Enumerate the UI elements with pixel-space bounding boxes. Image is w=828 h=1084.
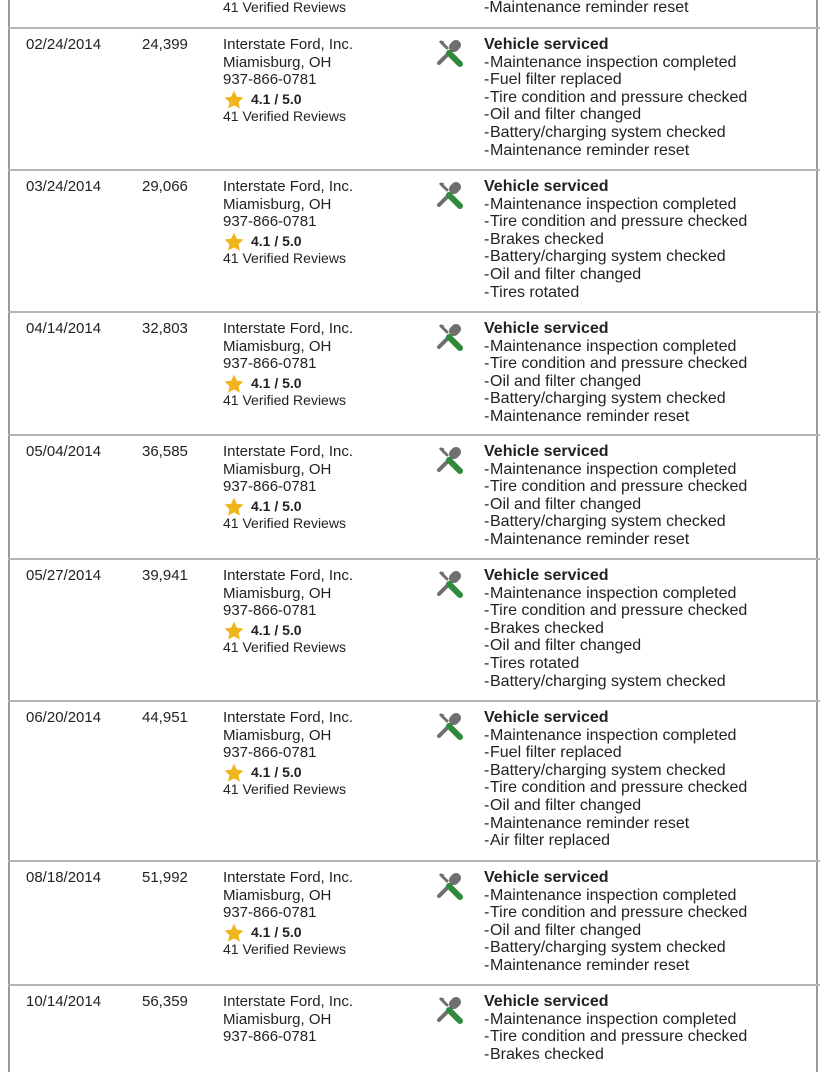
service-item: - Maintenance inspection completed <box>484 726 737 744</box>
mileage: 56,359 <box>142 993 188 1010</box>
dealer-name[interactable]: Interstate Ford, Inc. <box>223 993 354 1010</box>
service-date: 04/14/2014 <box>26 320 102 337</box>
service-item: - Oil and filter changed <box>484 265 642 283</box>
dealer-phone[interactable]: 937-866-0781 <box>223 478 317 496</box>
dealer-phone[interactable]: 937-866-0781 <box>223 904 317 922</box>
service-record-row <box>0 860 828 984</box>
service-item: - Oil and filter changed <box>484 495 642 513</box>
dealer-info <box>223 443 353 533</box>
dealer-phone[interactable]: 937-866-0781 <box>223 213 317 231</box>
service-date: 10/14/2014 <box>26 993 102 1010</box>
verified-reviews-link[interactable]: 41 Verified Reviews <box>223 781 346 798</box>
star-icon <box>223 620 245 642</box>
service-item: - Brakes checked <box>484 619 604 637</box>
service-item: - Tires rotated <box>484 654 580 672</box>
service-item: - Oil and filter changed <box>484 372 642 390</box>
service-item: - Air filter replaced <box>484 832 611 850</box>
mileage: 36,585 <box>142 443 188 460</box>
service-details <box>484 178 747 301</box>
service-item: - Battery/charging system checked <box>484 390 726 408</box>
mileage: 29,066 <box>142 178 188 195</box>
wrench-screwdriver-icon <box>436 446 466 474</box>
mileage: 39,941 <box>142 567 188 584</box>
rating-value: 4.1 / 5.0 <box>251 763 302 780</box>
service-heading: Vehicle serviced <box>484 869 609 886</box>
service-item: - Maintenance inspection completed <box>484 53 737 71</box>
service-item: - Battery/charging system checked <box>484 513 726 531</box>
service-item: - Maintenance inspection completed <box>484 337 737 355</box>
service-heading: Vehicle serviced <box>484 567 609 584</box>
service-item: - Fuel filter replaced <box>484 71 622 89</box>
row-divider <box>8 169 820 171</box>
dealer-info <box>223 567 353 657</box>
service-item: - Oil and filter changed <box>484 637 642 655</box>
service-date: 08/18/2014 <box>26 869 102 886</box>
rating-value: 4.1 / 5.0 <box>251 374 302 391</box>
star-icon <box>223 762 245 784</box>
row-divider <box>8 860 820 862</box>
service-heading: Vehicle serviced <box>484 709 609 726</box>
wrench-screwdriver-icon <box>436 323 466 351</box>
service-record-row <box>0 700 828 860</box>
dealer-info <box>223 993 353 1046</box>
service-item: - Tire condition and pressure checked <box>484 904 748 922</box>
wrench-screwdriver-icon <box>436 39 466 67</box>
service-item: - Fuel filter replaced <box>484 744 622 762</box>
dealer-info <box>223 869 353 959</box>
service-date: 02/24/2014 <box>26 36 102 53</box>
service-item: - Maintenance inspection completed <box>484 195 737 213</box>
service-heading: Vehicle serviced <box>484 443 609 460</box>
dealer-city: Miamisburg, OH <box>223 726 332 744</box>
verified-reviews-link[interactable]: 41 Verified Reviews <box>223 392 346 409</box>
service-record-row <box>0 311 828 434</box>
service-item: - Battery/charging system checked <box>484 761 726 779</box>
service-details <box>484 869 747 975</box>
service-item: - Maintenance inspection completed <box>484 460 737 478</box>
wrench-screwdriver-icon <box>436 181 466 209</box>
service-item: - Oil and filter changed <box>484 796 642 814</box>
dealer-city: Miamisburg, OH <box>223 584 332 602</box>
service-details <box>484 993 747 1063</box>
dealer-city: Miamisburg, OH <box>223 460 332 478</box>
partial-last-item: -Maintenance reminder reset <box>484 0 689 16</box>
service-item: - Brakes checked <box>484 1045 604 1063</box>
dealer-info <box>223 320 353 410</box>
service-item: - Battery/charging system checked <box>484 672 726 690</box>
service-item: - Maintenance inspection completed <box>484 584 737 602</box>
service-item: - Maintenance reminder reset <box>484 141 690 159</box>
partial-record-top <box>0 0 828 27</box>
service-heading: Vehicle serviced <box>484 993 609 1010</box>
dealer-rating <box>223 375 353 393</box>
service-record-row <box>0 27 828 169</box>
dealer-phone[interactable]: 937-866-0781 <box>223 602 317 620</box>
service-item: - Maintenance reminder reset <box>484 530 690 548</box>
partial-reviews[interactable]: 41 Verified Reviews <box>223 0 346 15</box>
service-details <box>484 36 747 159</box>
rating-value: 4.1 / 5.0 <box>251 90 302 107</box>
dealer-city: Miamisburg, OH <box>223 1010 332 1028</box>
service-item: - Maintenance inspection completed <box>484 1010 737 1028</box>
verified-reviews-link[interactable]: 41 Verified Reviews <box>223 250 346 267</box>
dealer-rating <box>223 764 353 782</box>
dealer-name[interactable]: Interstate Ford, Inc. <box>223 567 354 584</box>
mileage: 44,951 <box>142 709 188 726</box>
service-item: - Oil and filter changed <box>484 106 642 124</box>
row-divider <box>8 558 820 560</box>
rating-value: 4.1 / 5.0 <box>251 923 302 940</box>
dealer-info <box>223 178 353 268</box>
service-item: - Maintenance reminder reset <box>484 814 690 832</box>
dealer-city: Miamisburg, OH <box>223 195 332 213</box>
dealer-city: Miamisburg, OH <box>223 53 332 71</box>
service-item: - Oil and filter changed <box>484 921 642 939</box>
mileage: 51,992 <box>142 869 188 886</box>
star-icon <box>223 89 245 111</box>
service-heading: Vehicle serviced <box>484 178 609 195</box>
service-item: - Battery/charging system checked <box>484 123 726 141</box>
wrench-screwdriver-icon <box>436 872 466 900</box>
verified-reviews-link[interactable]: 41 Verified Reviews <box>223 108 346 125</box>
dealer-phone[interactable]: 937-866-0781 <box>223 71 317 89</box>
service-record-row <box>0 169 828 311</box>
row-divider <box>8 311 820 313</box>
service-details <box>484 709 747 850</box>
wrench-screwdriver-icon <box>436 712 466 740</box>
verified-reviews-link[interactable]: 41 Verified Reviews <box>223 515 346 532</box>
mileage: 24,399 <box>142 36 188 53</box>
service-item: - Tire condition and pressure checked <box>484 213 748 231</box>
service-item: - Battery/charging system checked <box>484 248 726 266</box>
mileage: 32,803 <box>142 320 188 337</box>
row-divider <box>8 700 820 702</box>
service-item: - Maintenance reminder reset <box>484 956 690 974</box>
verified-reviews-link[interactable]: 41 Verified Reviews <box>223 941 346 958</box>
wrench-screwdriver-icon <box>436 570 466 598</box>
dealer-city: Miamisburg, OH <box>223 886 332 904</box>
dealer-rating <box>223 233 353 251</box>
verified-reviews-link[interactable]: 41 Verified Reviews <box>223 639 346 656</box>
dealer-name[interactable]: Interstate Ford, Inc. <box>223 178 354 195</box>
star-icon <box>223 922 245 944</box>
service-details <box>484 320 747 426</box>
dealer-info <box>223 709 353 799</box>
service-item: - Tire condition and pressure checked <box>484 478 748 496</box>
service-item: - Tire condition and pressure checked <box>484 602 748 620</box>
service-details <box>484 567 747 690</box>
service-heading: Vehicle serviced <box>484 36 609 53</box>
service-heading: Vehicle serviced <box>484 320 609 337</box>
service-item: - Maintenance reminder reset <box>484 407 690 425</box>
dealer-name[interactable]: Interstate Ford, Inc. <box>223 36 354 53</box>
star-icon <box>223 373 245 395</box>
star-icon <box>223 231 245 253</box>
service-record-row <box>0 558 828 700</box>
dealer-rating <box>223 91 353 109</box>
star-icon <box>223 496 245 518</box>
service-item: - Tires rotated <box>484 283 580 301</box>
rating-value: 4.1 / 5.0 <box>251 621 302 638</box>
row-divider <box>8 27 820 29</box>
service-item: - Tire condition and pressure checked <box>484 1028 748 1046</box>
row-divider <box>8 434 820 436</box>
dealer-rating <box>223 622 353 640</box>
service-item: - Tire condition and pressure checked <box>484 355 748 373</box>
dealer-rating <box>223 924 353 942</box>
dealer-info <box>223 36 353 126</box>
service-date: 06/20/2014 <box>26 709 102 726</box>
service-details <box>484 443 747 549</box>
dealer-phone[interactable]: 937-866-0781 <box>223 355 317 373</box>
row-divider <box>8 984 820 986</box>
dealer-name[interactable]: Interstate Ford, Inc. <box>223 320 354 337</box>
dealer-name[interactable]: Interstate Ford, Inc. <box>223 709 354 726</box>
service-item: - Tire condition and pressure checked <box>484 88 748 106</box>
service-record-row <box>0 984 828 1084</box>
dealer-rating <box>223 498 353 516</box>
dealer-phone[interactable]: 937-866-0781 <box>223 1028 317 1046</box>
service-item: - Maintenance inspection completed <box>484 886 737 904</box>
dealer-name[interactable]: Interstate Ford, Inc. <box>223 869 354 886</box>
dealer-name[interactable]: Interstate Ford, Inc. <box>223 443 354 460</box>
service-date: 05/04/2014 <box>26 443 102 460</box>
service-record-row <box>0 434 828 558</box>
rating-value: 4.1 / 5.0 <box>251 497 302 514</box>
dealer-phone[interactable]: 937-866-0781 <box>223 744 317 762</box>
rating-value: 4.1 / 5.0 <box>251 232 302 249</box>
wrench-screwdriver-icon <box>436 996 466 1024</box>
dealer-city: Miamisburg, OH <box>223 337 332 355</box>
service-item: - Battery/charging system checked <box>484 939 726 957</box>
service-date: 03/24/2014 <box>26 178 102 195</box>
service-date: 05/27/2014 <box>26 567 102 584</box>
service-item: - Tire condition and pressure checked <box>484 779 748 797</box>
service-item: - Brakes checked <box>484 230 604 248</box>
